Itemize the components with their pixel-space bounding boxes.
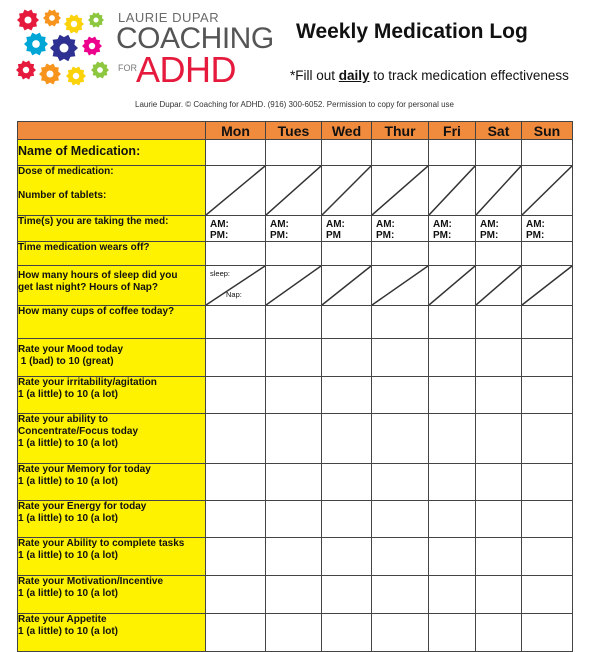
entry-cell[interactable]: [322, 339, 372, 377]
row-sleep: [18, 266, 573, 306]
day-header-row: [18, 122, 573, 140]
entry-cell[interactable]: [372, 339, 429, 377]
entry-cell[interactable]: [372, 614, 429, 652]
entry-cell[interactable]: [266, 464, 322, 501]
dose-tablet-split-cell[interactable]: [372, 166, 429, 216]
entry-cell[interactable]: [522, 377, 573, 414]
entry-cell[interactable]: [372, 501, 429, 538]
entry-cell[interactable]: [206, 576, 266, 614]
pm-label: PM:: [480, 230, 499, 241]
entry-cell[interactable]: [522, 614, 573, 652]
entry-cell[interactable]: [476, 464, 522, 501]
gears-logo-icon: [14, 6, 114, 92]
row-dose-tablets: [18, 166, 573, 216]
dose-tablet-split-cell[interactable]: [206, 166, 266, 216]
gear-hole-icon: [93, 17, 98, 22]
entry-cell[interactable]: [266, 339, 322, 377]
entry-cell[interactable]: [429, 614, 476, 652]
entry-cell[interactable]: [322, 576, 372, 614]
time-entry-cell[interactable]: [522, 216, 573, 242]
entry-cell[interactable]: [476, 339, 522, 377]
entry-cell[interactable]: [266, 140, 322, 166]
pm-label: PM:: [210, 230, 229, 241]
sleep-nap-split-cell[interactable]: [429, 266, 476, 306]
gear-hole-icon: [32, 40, 40, 48]
am-label: AM:: [210, 219, 229, 230]
day-header-sat: Sat: [476, 122, 522, 140]
entry-cell[interactable]: [266, 501, 322, 538]
entry-cell[interactable]: [322, 306, 372, 339]
entry-cell[interactable]: [206, 339, 266, 377]
row-label-complete-tasks: [18, 538, 206, 576]
row-label-concentrate-line-2: Concentrate/Focus today: [18, 426, 139, 437]
row-irritability: [18, 377, 573, 414]
day-header-wed: Wed: [322, 122, 372, 140]
am-label: AM:: [433, 219, 452, 230]
row-label-concentrate-line-3: 1 (a little) to 10 (a lot): [18, 438, 119, 449]
gear-hole-icon: [73, 73, 79, 79]
row-coffee: [18, 306, 573, 339]
entry-cell[interactable]: [372, 464, 429, 501]
nap-label: Nap:: [226, 290, 242, 299]
row-wears-off: [18, 242, 573, 266]
entry-cell[interactable]: [372, 538, 429, 576]
entry-cell[interactable]: [322, 140, 372, 166]
diagonal-divider-icon: [522, 166, 572, 215]
entry-cell[interactable]: [522, 501, 573, 538]
time-entry-cell[interactable]: [322, 216, 372, 242]
day-header-mon: Mon: [206, 122, 266, 140]
entry-cell[interactable]: [476, 501, 522, 538]
entry-cell[interactable]: [429, 414, 476, 464]
entry-cell[interactable]: [429, 339, 476, 377]
row-label-concentrate: [18, 414, 206, 464]
diagonal-divider-icon: [266, 166, 321, 215]
logo-adhd-text: ADHD: [136, 49, 237, 90]
pm-label: PM:: [433, 230, 452, 241]
am-pm-labels: [322, 216, 371, 241]
entry-cell[interactable]: [322, 501, 372, 538]
entry-cell[interactable]: [522, 306, 573, 339]
diagonal-divider-icon: [476, 266, 521, 305]
row-label-energy-line-1: Rate your Energy for today: [18, 501, 147, 512]
am-label: AM:: [526, 219, 545, 230]
gear-hole-icon: [89, 43, 95, 49]
row-name-of-medication: [18, 140, 573, 166]
entry-cell[interactable]: [372, 306, 429, 339]
row-label-concentrate-line-1: Rate your ability to: [18, 414, 109, 425]
diagonal-divider-icon: [266, 266, 321, 305]
time-entry-cell[interactable]: [372, 216, 429, 242]
entry-cell[interactable]: [206, 614, 266, 652]
day-header-tues: Tues: [266, 122, 322, 140]
dose-tablet-split-cell[interactable]: [266, 166, 322, 216]
row-label-memory: [18, 464, 206, 501]
row-motivation: [18, 576, 573, 614]
row-label-motivation-line-2: 1 (a little) to 10 (a lot): [18, 588, 119, 599]
entry-cell[interactable]: [206, 464, 266, 501]
dose-tablet-split-cell[interactable]: [522, 166, 573, 216]
logo-for-text: FOR: [118, 63, 137, 73]
entry-cell[interactable]: [476, 576, 522, 614]
row-label-coffee: How many cups of coffee today?: [18, 306, 206, 339]
sleep-nap-split-cell[interactable]: [476, 266, 522, 306]
entry-cell[interactable]: [522, 464, 573, 501]
row-label-dose-tablets: [18, 166, 206, 216]
entry-cell[interactable]: [476, 614, 522, 652]
subtitle-suffix: to track medication effectiveness: [369, 68, 569, 83]
sleep-nap-split-cell[interactable]: [322, 266, 372, 306]
entry-cell[interactable]: [372, 140, 429, 166]
gear-hole-icon: [60, 44, 69, 53]
row-energy: [18, 501, 573, 538]
row-label-appetite-line-2: 1 (a little) to 10 (a lot): [18, 626, 119, 637]
row-label-mood-line-1: Rate your Mood today: [18, 344, 124, 355]
diagonal-divider-icon: [322, 266, 371, 305]
day-header-fri: Fri: [429, 122, 476, 140]
day-header-thur: Thur: [372, 122, 429, 140]
row-label-energy: [18, 501, 206, 538]
entry-cell[interactable]: [522, 576, 573, 614]
entry-cell[interactable]: [322, 464, 372, 501]
sleep-nap-split-cell[interactable]: [206, 266, 266, 306]
entry-cell[interactable]: [206, 414, 266, 464]
row-label-mood-line-2: 1 (bad) to 10 (great): [18, 356, 114, 367]
sleep-label: sleep:: [210, 269, 231, 278]
pm-label: PM:: [376, 230, 395, 241]
gear-hole-icon: [71, 21, 77, 27]
entry-cell[interactable]: [206, 140, 266, 166]
row-label-complete-tasks-line-1: Rate your Ability to complete tasks: [18, 538, 185, 549]
row-appetite: [18, 614, 573, 652]
row-times: [18, 216, 573, 242]
row-label-motivation-line-1: Rate your Motivation/Incentive: [18, 576, 164, 587]
entry-cell[interactable]: [429, 576, 476, 614]
sleep-nap-split-cell[interactable]: [522, 266, 573, 306]
row-label-memory-line-2: 1 (a little) to 10 (a lot): [18, 476, 119, 487]
time-entry-cell[interactable]: [429, 216, 476, 242]
diagonal-divider-icon: [206, 166, 265, 215]
row-concentrate: [18, 414, 573, 464]
entry-cell[interactable]: [372, 576, 429, 614]
entry-cell[interactable]: [266, 538, 322, 576]
diagonal-divider-icon: [522, 266, 572, 305]
row-complete-tasks: [18, 538, 573, 576]
entry-cell[interactable]: [522, 140, 573, 166]
row-label-tablets: Number of tablets:: [18, 190, 107, 201]
row-label-irritability-line-2: 1 (a little) to 10 (a lot): [18, 389, 119, 400]
entry-cell[interactable]: [322, 377, 372, 414]
pm-label: PM: [326, 230, 341, 241]
day-header-sun: Sun: [522, 122, 573, 140]
row-label-motivation: [18, 576, 206, 614]
entry-cell[interactable]: [266, 306, 322, 339]
entry-cell[interactable]: [372, 414, 429, 464]
dose-tablet-split-cell[interactable]: [476, 166, 522, 216]
row-label-energy-line-2: 1 (a little) to 10 (a lot): [18, 513, 119, 524]
time-entry-cell[interactable]: [476, 216, 522, 242]
am-pm-labels: [476, 216, 521, 241]
entry-cell[interactable]: [476, 242, 522, 266]
entry-cell[interactable]: [206, 538, 266, 576]
row-label-wears-off: Time medication wears off?: [18, 242, 206, 266]
entry-cell[interactable]: [266, 242, 322, 266]
row-label-sleep-line-1: How many hours of sleep did you: [18, 270, 178, 281]
am-pm-labels: [372, 216, 428, 241]
entry-cell[interactable]: [476, 377, 522, 414]
entry-cell[interactable]: [206, 306, 266, 339]
entry-cell[interactable]: [429, 242, 476, 266]
am-label: AM:: [376, 219, 395, 230]
row-label-name-of-medication: Name of Medication:: [18, 140, 206, 166]
am-pm-labels: [522, 216, 572, 241]
gear-hole-icon: [46, 70, 53, 77]
entry-cell[interactable]: [429, 306, 476, 339]
row-label-irritability-line-1: Rate your irritability/agitation: [18, 377, 157, 388]
time-entry-cell[interactable]: [206, 216, 266, 242]
medication-log-table: [17, 121, 573, 652]
am-label: AM:: [326, 219, 345, 230]
logo-brand-name: LAURIE DUPAR: [118, 10, 220, 25]
entry-cell[interactable]: [429, 464, 476, 501]
am-label: AM:: [270, 219, 289, 230]
subtitle-daily: daily: [338, 68, 370, 83]
row-label-appetite: [18, 614, 206, 652]
entry-cell[interactable]: [372, 242, 429, 266]
entry-cell[interactable]: [206, 377, 266, 414]
copyright-notice: Laurie Dupar. © Coaching for ADHD. (916) 300-6052. Permission to copy for personal use: [135, 100, 454, 109]
am-pm-labels: [266, 216, 321, 241]
entry-cell[interactable]: [266, 576, 322, 614]
entry-cell[interactable]: [429, 140, 476, 166]
entry-cell[interactable]: [522, 414, 573, 464]
entry-cell[interactable]: [206, 242, 266, 266]
entry-cell[interactable]: [206, 501, 266, 538]
entry-cell[interactable]: [372, 377, 429, 414]
diagonal-divider-icon: [372, 266, 428, 305]
entry-cell[interactable]: [266, 377, 322, 414]
row-label-sleep: [18, 266, 206, 306]
entry-cell[interactable]: [522, 339, 573, 377]
pm-label: PM:: [270, 230, 289, 241]
sleep-nap-split-cell[interactable]: [266, 266, 322, 306]
row-label-times: Time(s) you are taking the med:: [18, 216, 206, 242]
entry-cell[interactable]: [266, 614, 322, 652]
gear-hole-icon: [24, 16, 31, 23]
gear-hole-icon: [97, 67, 103, 73]
diagonal-divider-icon: [476, 166, 521, 215]
entry-cell[interactable]: [322, 538, 372, 576]
entry-cell[interactable]: [429, 377, 476, 414]
entry-cell[interactable]: [476, 538, 522, 576]
coaching-for-adhd-logo: [14, 6, 274, 92]
diagonal-divider-icon: [322, 166, 371, 215]
page-subtitle: [290, 68, 569, 83]
row-label-irritability: [18, 377, 206, 414]
gear-hole-icon: [23, 67, 29, 73]
am-label: AM:: [480, 219, 499, 230]
entry-cell[interactable]: [429, 538, 476, 576]
row-label-complete-tasks-line-2: 1 (a little) to 10 (a lot): [18, 550, 119, 561]
row-label-mood: [18, 339, 206, 377]
entry-cell[interactable]: [266, 414, 322, 464]
logo-coaching-text: COACHING: [116, 22, 274, 55]
header-corner: [18, 122, 206, 140]
entry-cell[interactable]: [322, 242, 372, 266]
entry-cell[interactable]: [322, 414, 372, 464]
diagonal-divider-icon: [372, 166, 428, 215]
entry-cell[interactable]: [522, 538, 573, 576]
diagonal-divider-icon: [429, 266, 475, 305]
page-title: Weekly Medication Log: [296, 20, 528, 43]
dose-tablet-split-cell[interactable]: [322, 166, 372, 216]
am-pm-labels: [206, 216, 265, 241]
entry-cell[interactable]: [476, 414, 522, 464]
row-label-sleep-line-2: get last night? Hours of Nap?: [18, 282, 158, 293]
subtitle-prefix: *Fill out: [290, 68, 339, 83]
entry-cell[interactable]: [322, 614, 372, 652]
gear-hole-icon: [49, 15, 55, 21]
sleep-nap-split-cell[interactable]: [372, 266, 429, 306]
row-label-appetite-line-1: Rate your Appetite: [18, 614, 107, 625]
diagonal-divider-icon: [429, 166, 475, 215]
entry-cell[interactable]: [476, 306, 522, 339]
am-pm-labels: [429, 216, 475, 241]
entry-cell[interactable]: [429, 501, 476, 538]
row-label-memory-line-1: Rate your Memory for today: [18, 464, 151, 475]
pm-label: PM:: [526, 230, 545, 241]
entry-cell[interactable]: [522, 242, 573, 266]
row-mood: [18, 339, 573, 377]
dose-tablet-split-cell[interactable]: [429, 166, 476, 216]
row-memory: [18, 464, 573, 501]
row-label-dose: Dose of medication:: [18, 166, 114, 177]
time-entry-cell[interactable]: [266, 216, 322, 242]
entry-cell[interactable]: [476, 140, 522, 166]
